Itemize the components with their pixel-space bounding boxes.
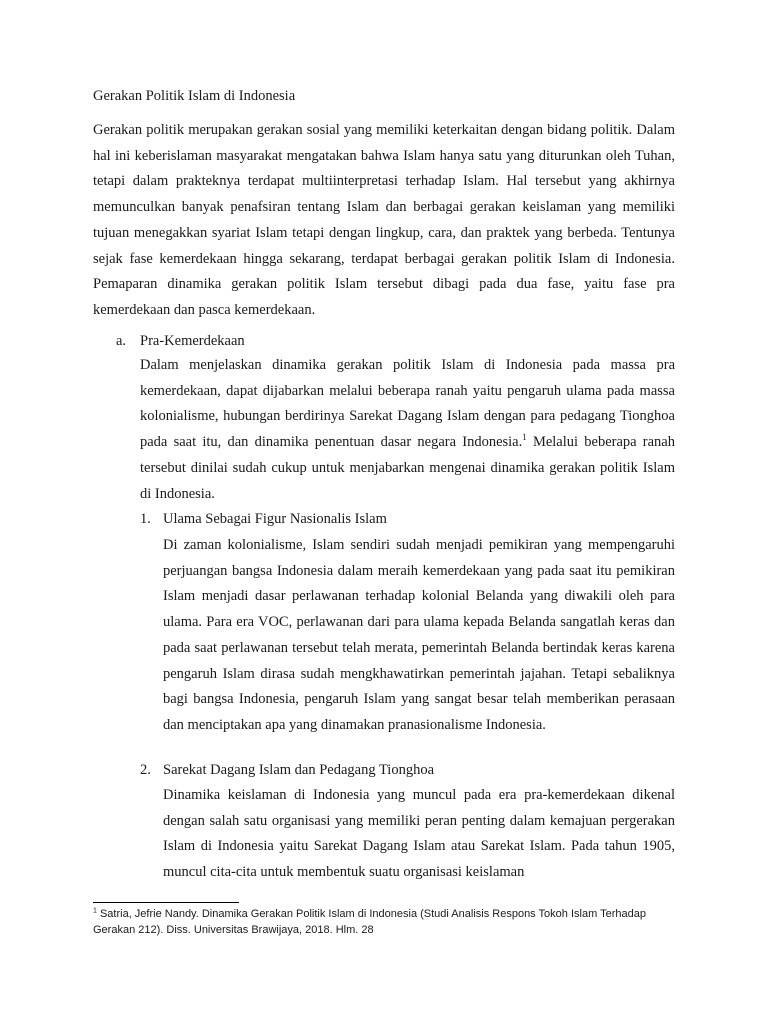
section-a-marker: a.	[116, 333, 127, 349]
footnote-number: 1	[93, 907, 97, 915]
footnote	[93, 906, 653, 938]
section-a-text-part1: Dalam menjelaskan dinamika gerakan politik Islam di Indonesia pada massa pra kemerdekaan, dapat dijabarkan melalui beberapa ranah yaitu pengaruh ulama pada massa kolonialisme, hubungan berdirinya Sarekat Dagang Islam dengan para pedagang Tionghoa pada saat itu, dan dinamika penentuan dasar negara Indonesia.	[140, 357, 675, 451]
section-a-paragraph	[140, 353, 675, 507]
section-a-heading: Pra-Kemerdekaan	[140, 333, 245, 349]
footnote-divider	[93, 902, 239, 903]
item-1-marker: 1.	[140, 511, 151, 527]
section-a-text-part2: Melalui beberapa ranah tersebut dinilai sudah cukup untuk menjabarkan mengenai dinamika gerakan politik Islam di Indonesia.	[140, 434, 675, 502]
item-1-paragraph: Di zaman kolonialisme, Islam sendiri sudah menjadi pemikiran yang mempengaruhi perjuangan bangsa Indonesia dalam meraih kemerdekaan yang pada saat itu pemikiran Islam menjadi dasar perlawanan terhadap kolonial Belanda yang diwakili oleh para ulama. Para era VOC, perlawanan dari para ulama kepada Belanda sangatlah keras dan pada saat perlawanan tersebut telah merata, pemerintah Belanda bertindak keras karena pengaruh Islam dirasa sudah mengkhawatirkan pemerintah jajahan. Tetapi sebaliknya bagi bangsa Indonesia, pengaruh Islam yang sangat besar telah memberikan perasaan dan menciptakan apa yang dinamakan pranasionalisme Indonesia.	[163, 537, 675, 733]
item-2-heading: Sarekat Dagang Islam dan Pedagang Tionghoa	[163, 762, 435, 778]
intro-paragraph: Gerakan politik merupakan gerakan sosial yang memiliki keterkaitan dengan bidang politik. Dalam hal ini keberislaman masyarakat mengatakan bahwa Islam hanya satu yang diturunkan oleh Tuhan, tetapi dalam prakteknya terdapat multiinterpretasi terhadap Islam. Hal tersebut yang akhirnya memunculkan banyak penafsiran tentang Islam dan berbagai gerakan keislaman yang memiliki tujuan menegakkan syariat Islam tetapi dengan lingkup, cara, dan praktek yang berbeda. Tentunya sejak fase kemerdekaan hingga sekarang, terdapat berbagai gerakan politik Islam di Indonesia. Pemaparan dinamika gerakan politik Islam tersebut dibagi pada dua fase, yaitu fase pra kemerdekaan dan pasca kemerdekaan.	[93, 122, 675, 318]
document-title: Gerakan Politik Islam di Indonesia	[93, 88, 296, 104]
footnote-reference[interactable]: 1	[522, 432, 527, 443]
item-1-heading: Ulama Sebagai Figur Nasionalis Islam	[163, 511, 387, 527]
footnote-text: Satria, Jefrie Nandy. Dinamika Gerakan Politik Islam di Indonesia (Studi Analisis Respons Tokoh Islam Terhadap Gerakan 212). Diss. Universitas Brawijaya, 2018. Hlm. 28	[93, 908, 646, 936]
item-2-marker: 2.	[140, 762, 151, 778]
item-2-paragraph: Dinamika keislaman di Indonesia yang muncul pada era pra-kemerdekaan dikenal dengan salah satu organisasi yang memiliki peran penting dalam kemajuan pergerakan Islam di Indonesia yaitu Sarekat Dagang Islam atau Sarekat Islam. Pada tahun 1905, muncul cita-cita untuk membentuk suatu organisasi keislaman	[163, 787, 675, 881]
